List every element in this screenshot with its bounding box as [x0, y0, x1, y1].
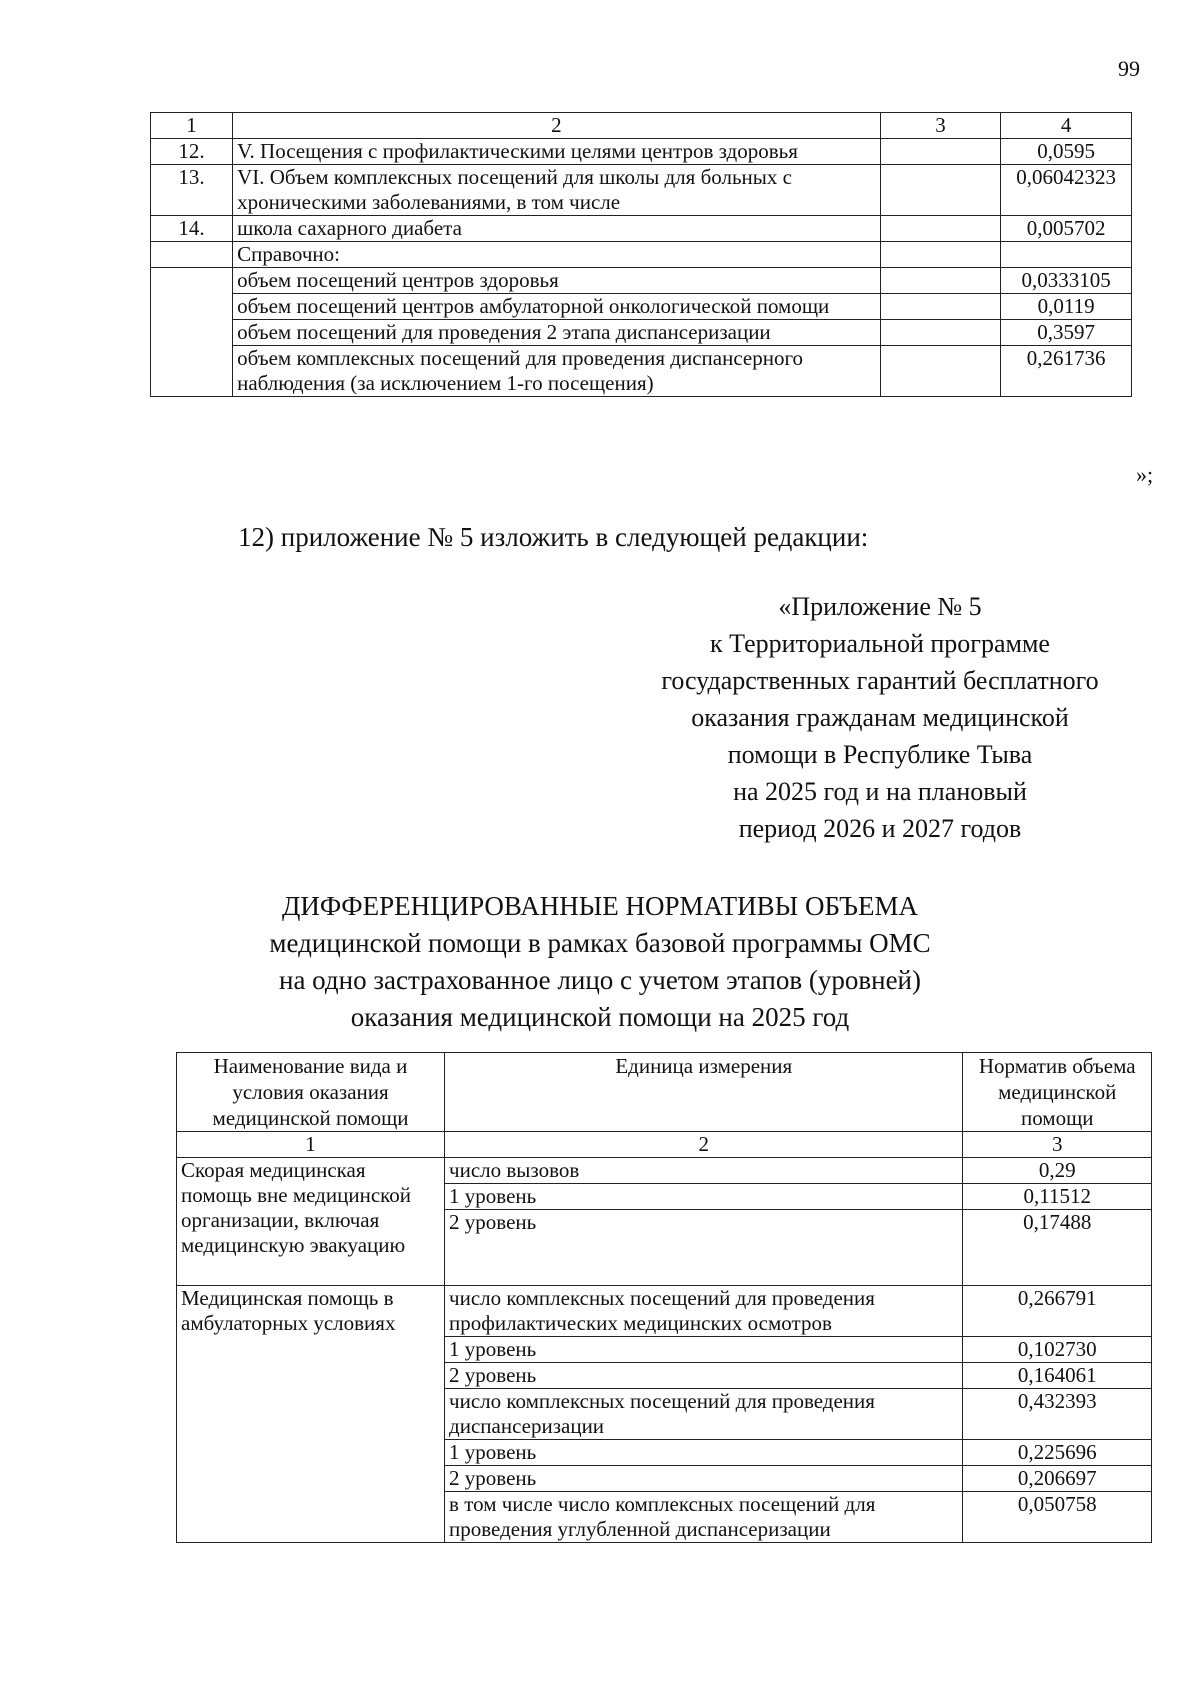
row-text: школа сахарного диабета	[233, 216, 881, 242]
row-value: 0,06042323	[1001, 165, 1132, 216]
document-title	[180, 888, 1020, 1036]
row-empty-cell	[880, 216, 1001, 242]
row-text: объем посещений центров амбулаторной онкологической помощи	[233, 294, 881, 320]
unit-cell: число вызовов	[445, 1158, 963, 1184]
table-row	[151, 294, 1132, 320]
unit-cell: 1 уровень	[445, 1337, 963, 1363]
table-row	[151, 139, 1132, 165]
differentiated-normatives-table	[176, 1052, 1152, 1543]
value-cell: 0,17488	[963, 1210, 1152, 1286]
appendix-line: оказания гражданам медицинской	[691, 703, 1069, 732]
column-number: 1	[177, 1132, 445, 1158]
care-type-cell: Медицинская помощь в амбулаторных условиях	[177, 1286, 445, 1543]
title-line: ДИФФЕРЕНЦИРОВАННЫЕ НОРМАТИВЫ ОБЪЕМА	[282, 891, 918, 921]
row-empty-cell	[880, 242, 1001, 268]
row-empty-cell	[880, 346, 1001, 397]
row-text: V. Посещения с профилактическими целями центров здоровья	[233, 139, 881, 165]
unit-cell: число комплексных посещений для проведения профилактических медицинских осмотров	[445, 1286, 963, 1337]
row-empty-cell	[880, 320, 1001, 346]
row-empty-cell	[880, 139, 1001, 165]
table-row	[151, 320, 1132, 346]
value-cell: 0,225696	[963, 1440, 1152, 1466]
column-number-row	[177, 1132, 1152, 1158]
unit-cell: в том числе число комплексных посещений для проведения углубленной диспансеризации	[445, 1492, 963, 1543]
row-empty-cell	[880, 294, 1001, 320]
unit-cell: 2 уровень	[445, 1363, 963, 1389]
row-text: объем посещений для проведения 2 этапа диспансеризации	[233, 320, 881, 346]
header-cell: Норматив объема медицинской помощи	[963, 1053, 1152, 1132]
table-header-row	[151, 113, 1132, 139]
value-cell: 0,29	[963, 1158, 1152, 1184]
value-cell: 0,266791	[963, 1286, 1152, 1337]
table-row	[177, 1158, 1152, 1184]
appendix-header	[620, 588, 1140, 847]
unit-cell: 2 уровень	[445, 1466, 963, 1492]
table-header-row	[177, 1053, 1152, 1132]
amendment-text: 12) приложение № 5 изложить в следующей редакции:	[238, 522, 869, 552]
normatives-table-continued	[150, 112, 1132, 397]
appendix-line: на 2025 год и на плановый	[733, 777, 1027, 806]
unit-cell: 1 уровень	[445, 1184, 963, 1210]
unit-cell: 1 уровень	[445, 1440, 963, 1466]
title-line: оказания медицинской помощи на 2025 год	[350, 1002, 850, 1032]
column-number: 2	[445, 1132, 963, 1158]
row-empty-cell	[880, 268, 1001, 294]
column-number: 3	[963, 1132, 1152, 1158]
table-row	[151, 346, 1132, 397]
table-row	[177, 1286, 1152, 1337]
row-value	[1001, 242, 1132, 268]
row-text: VI. Объем комплексных посещений для школы для больных с хроническими заболеваниями, в том числе	[233, 165, 881, 216]
table-row	[151, 165, 1132, 216]
row-text: объем посещений центров здоровья	[233, 268, 881, 294]
row-empty-cell	[880, 165, 1001, 216]
value-cell: 0,050758	[963, 1492, 1152, 1543]
row-number: 14.	[151, 216, 233, 242]
row-text: объем комплексных посещений для проведения диспансерного наблюдения (за исключением 1-го посещения)	[233, 346, 881, 397]
title-line: на одно застрахованное лицо с учетом этапов (уровней)	[279, 965, 921, 995]
quote-close: »;	[1136, 462, 1154, 487]
value-cell: 0,206697	[963, 1466, 1152, 1492]
row-number: 12.	[151, 139, 233, 165]
header-cell: Единица измерения	[445, 1053, 963, 1132]
value-cell: 0,102730	[963, 1337, 1152, 1363]
header-cell: 2	[233, 113, 881, 139]
row-value: 0,005702	[1001, 216, 1132, 242]
row-number	[151, 242, 233, 268]
appendix-line: период 2026 и 2027 годов	[738, 814, 1022, 843]
value-cell: 0,164061	[963, 1363, 1152, 1389]
table-row	[151, 216, 1132, 242]
row-text: Справочно:	[233, 242, 881, 268]
unit-cell: 2 уровень	[445, 1210, 963, 1286]
header-cell: 1	[151, 113, 233, 139]
value-cell: 0,432393	[963, 1389, 1152, 1440]
page-number: 99	[1118, 56, 1140, 81]
row-value: 0,0333105	[1001, 268, 1132, 294]
header-cell: 4	[1001, 113, 1132, 139]
appendix-line: помощи в Республике Тыва	[727, 740, 1033, 769]
appendix-line: к Территориальной программе	[710, 629, 1050, 658]
value-cell: 0,11512	[963, 1184, 1152, 1210]
header-cell: Наименование вида и условия оказания медицинской помощи	[177, 1053, 445, 1132]
row-number: 13.	[151, 165, 233, 216]
appendix-line: государственных гарантий бесплатного	[661, 666, 1099, 695]
reference-number-cell	[151, 268, 233, 397]
care-type-cell: Скорая медицинская помощь вне медицинской организации, включая медицинскую эвакуацию	[177, 1158, 445, 1286]
title-line: медицинской помощи в рамках базовой программы ОМС	[269, 928, 931, 958]
row-value: 0,0119	[1001, 294, 1132, 320]
table-row	[151, 242, 1132, 268]
unit-cell: число комплексных посещений для проведения диспансеризации	[445, 1389, 963, 1440]
table-row	[151, 268, 1132, 294]
row-value: 0,3597	[1001, 320, 1132, 346]
row-value: 0,261736	[1001, 346, 1132, 397]
appendix-line: «Приложение № 5	[778, 592, 982, 621]
header-cell: 3	[880, 113, 1001, 139]
row-value: 0,0595	[1001, 139, 1132, 165]
